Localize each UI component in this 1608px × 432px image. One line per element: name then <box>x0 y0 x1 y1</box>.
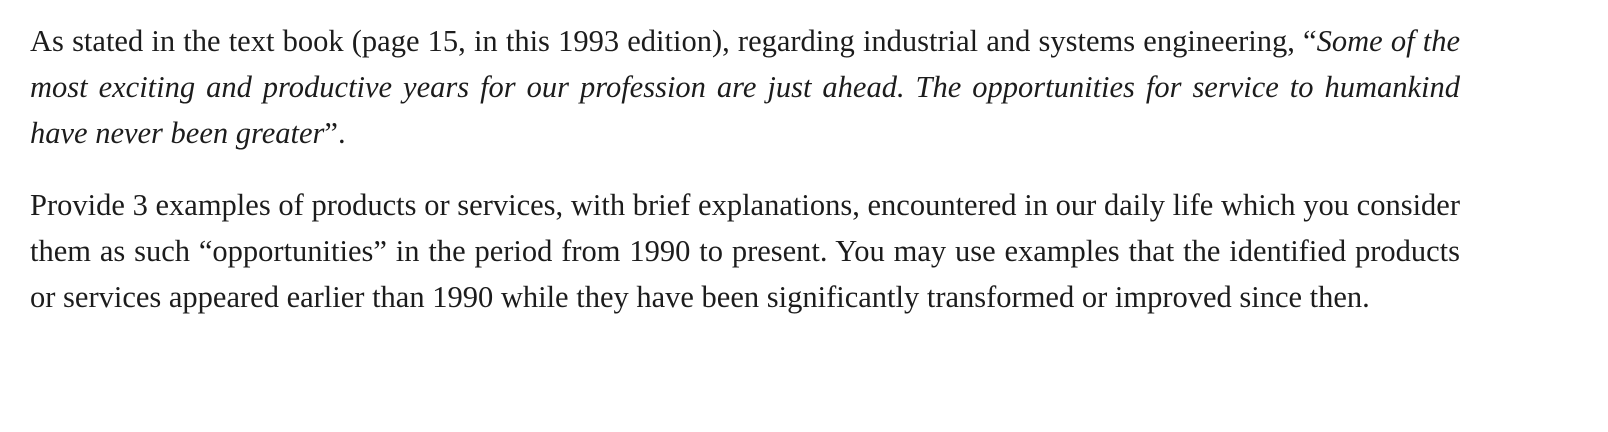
assignment-prompt-paragraph: Provide 3 examples of products or services, with brief explanations, encountered in our daily life which you consider them as such “opportunities” in the period from 1990 to present. You may use examples that the identified products or services appeared earlier than 1990 while they have been significantly transformed or improved since then. <box>30 188 1460 314</box>
textbook-quote-paragraph <box>30 18 1460 156</box>
quoted-text: Some of the most exciting and productive years for our profession are just ahead. The opportunities for service to humankind have never been greater <box>30 24 1460 150</box>
quote-lead-text: As stated in the text book (page 15, in this 1993 edition), regarding industrial and systems engineering, “ <box>30 24 1317 58</box>
quote-trailing-text: ”. <box>324 116 346 150</box>
